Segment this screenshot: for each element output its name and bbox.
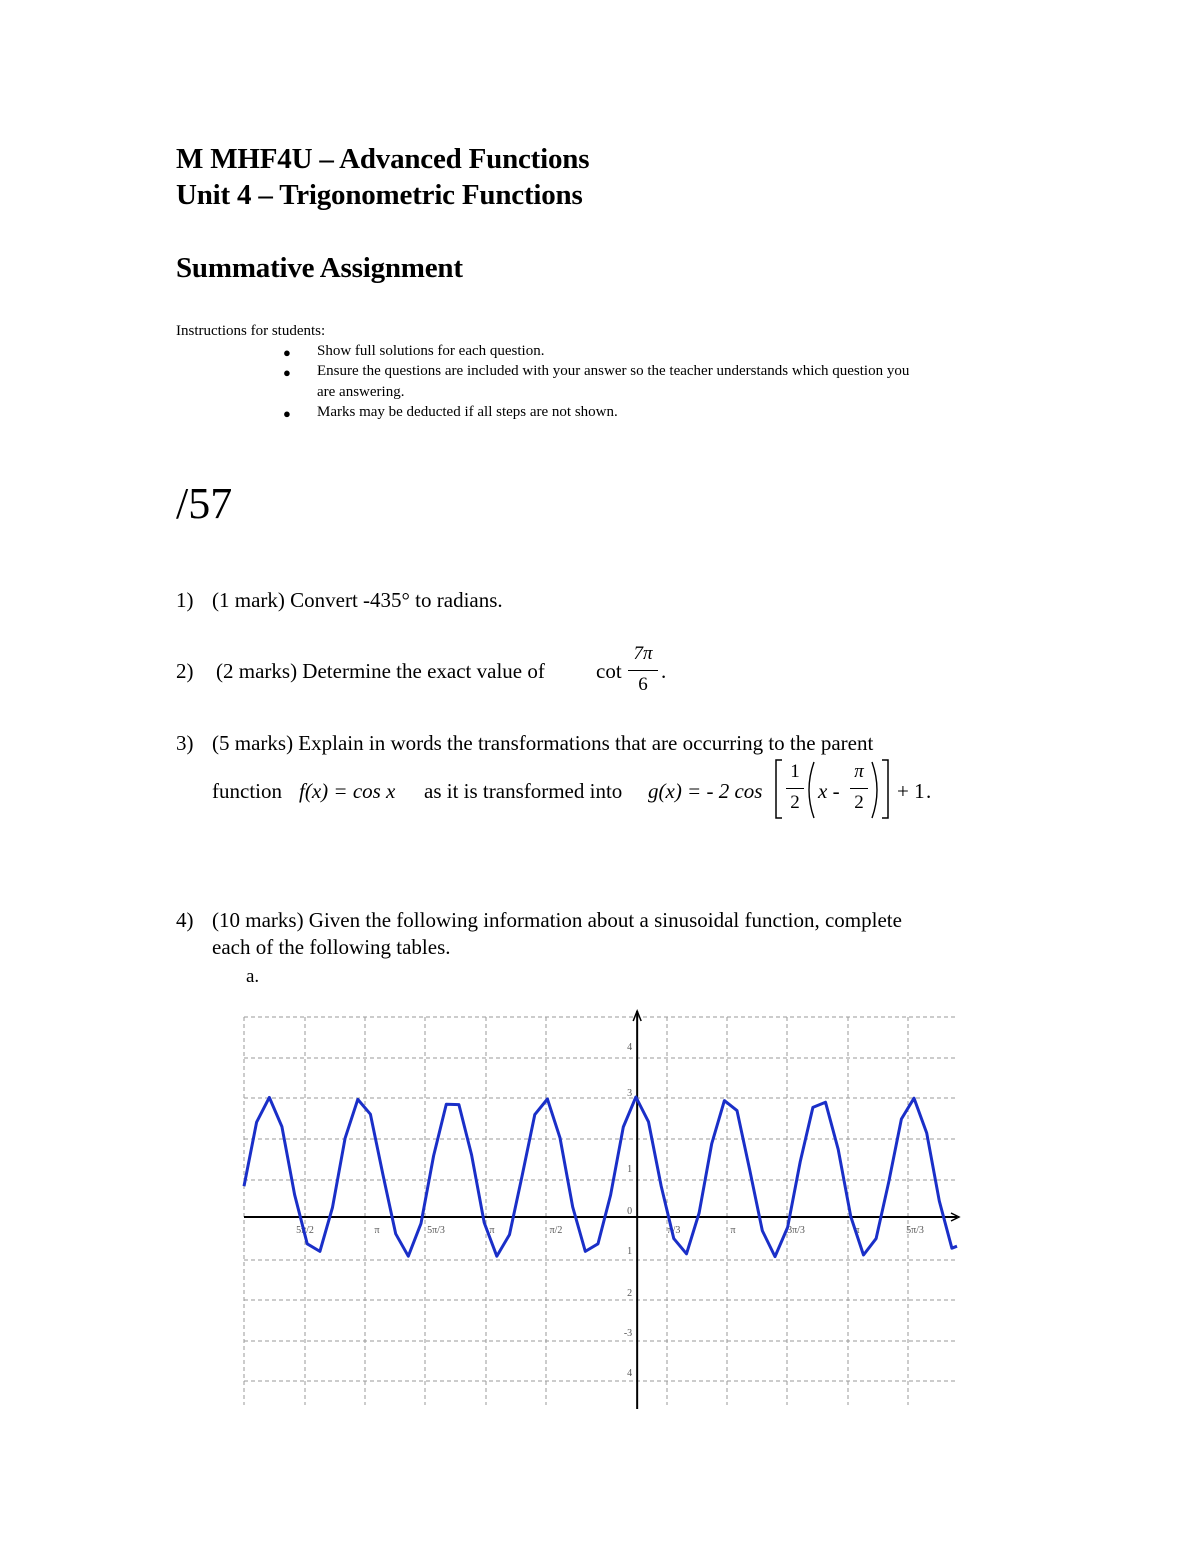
unit-title: Unit 4 – Trigonometric Functions [176, 179, 583, 211]
q1-text: (1 mark) Convert -435° to radians. [212, 588, 503, 612]
bullet-icon: ● [283, 365, 291, 380]
q3-pi-bar [850, 788, 868, 789]
y-tick-label: 1 [627, 1164, 633, 1175]
x-tick-label: π [489, 1225, 495, 1236]
q2-fraction-denominator: 6 [638, 674, 648, 695]
x-tick-label: 3π/3 [787, 1225, 805, 1236]
instruction-item: Marks may be deducted if all steps are not shown. [317, 404, 618, 420]
x-tick-label: π/3 [667, 1225, 681, 1236]
bullet-icon: ● [283, 406, 291, 421]
left-paren-icon [802, 758, 818, 822]
q3-x-minus: x - [818, 779, 840, 803]
q3-number: 3) [176, 731, 194, 755]
course-title: M MHF4U – Advanced Functions [176, 143, 590, 175]
y-tick-label: 4 [627, 1368, 633, 1379]
instruction-item-continued: are answering. [317, 384, 405, 400]
x-tick-label: π/2 [549, 1225, 563, 1236]
y-tick-label: 3 [627, 1088, 633, 1099]
x-tick-label: 5π/2 [296, 1225, 314, 1236]
q3-pi-denominator: 2 [854, 792, 864, 813]
q4-number: 4) [176, 908, 194, 932]
right-bracket-icon [878, 756, 894, 824]
series-line [244, 1097, 957, 1257]
x-tick-label: π [854, 1225, 860, 1236]
x-tick-label: 5π/3 [906, 1225, 924, 1236]
q2-text: (2 marks) Determine the exact value of [216, 659, 545, 683]
q2-function: cot [596, 659, 622, 683]
total-marks: /57 [176, 479, 233, 528]
q3-pi-numerator: π [854, 761, 864, 782]
q2-fraction-bar [628, 670, 658, 671]
q1-number: 1) [176, 588, 194, 612]
q3-period: . [926, 779, 932, 803]
x-tick-label: 5π/3 [427, 1225, 445, 1236]
instructions-heading: Instructions for students: [176, 323, 326, 339]
q3-half-numerator: 1 [790, 761, 800, 782]
q3-line2-start: function [212, 779, 282, 803]
q3-line1: (5 marks) Explain in words the transformations that are occurring to the parent [212, 731, 874, 755]
y-tick-label: 1 [627, 1246, 633, 1257]
instruction-item: Show full solutions for each question. [317, 343, 545, 359]
q3-transformed-function: g(x) = - 2 cos [648, 779, 763, 803]
y-tick-label: 2 [627, 1288, 633, 1299]
q2-period: . [661, 659, 667, 683]
q3-plus-one: + 1 [897, 779, 925, 803]
instruction-item: Ensure the questions are included with your answer so the teacher understands which question you [317, 363, 910, 379]
q2-fraction-numerator: 7π [633, 643, 653, 664]
y-tick-label: 4 [627, 1042, 633, 1053]
x-axis-arrow [951, 1213, 959, 1221]
q2-number: 2) [176, 659, 194, 683]
y-tick-label: -3 [623, 1328, 633, 1339]
x-tick-label: π [374, 1225, 380, 1236]
y-axis-arrow [633, 1011, 641, 1021]
q3-line2-middle: as it is transformed into [424, 779, 623, 803]
q4-line1: (10 marks) Given the following information about a sinusoidal function, complete [212, 908, 902, 932]
assignment-title: Summative Assignment [176, 252, 463, 284]
y-tick-label: 0 [627, 1206, 633, 1217]
q4-line2: each of the following tables. [212, 935, 451, 959]
q3-parent-function: f(x) = cos x [299, 779, 396, 803]
x-tick-label: π [730, 1225, 736, 1236]
q3-half-denominator: 2 [790, 792, 800, 813]
q4-part-label: a. [246, 966, 260, 987]
bullet-icon: ● [283, 345, 291, 360]
